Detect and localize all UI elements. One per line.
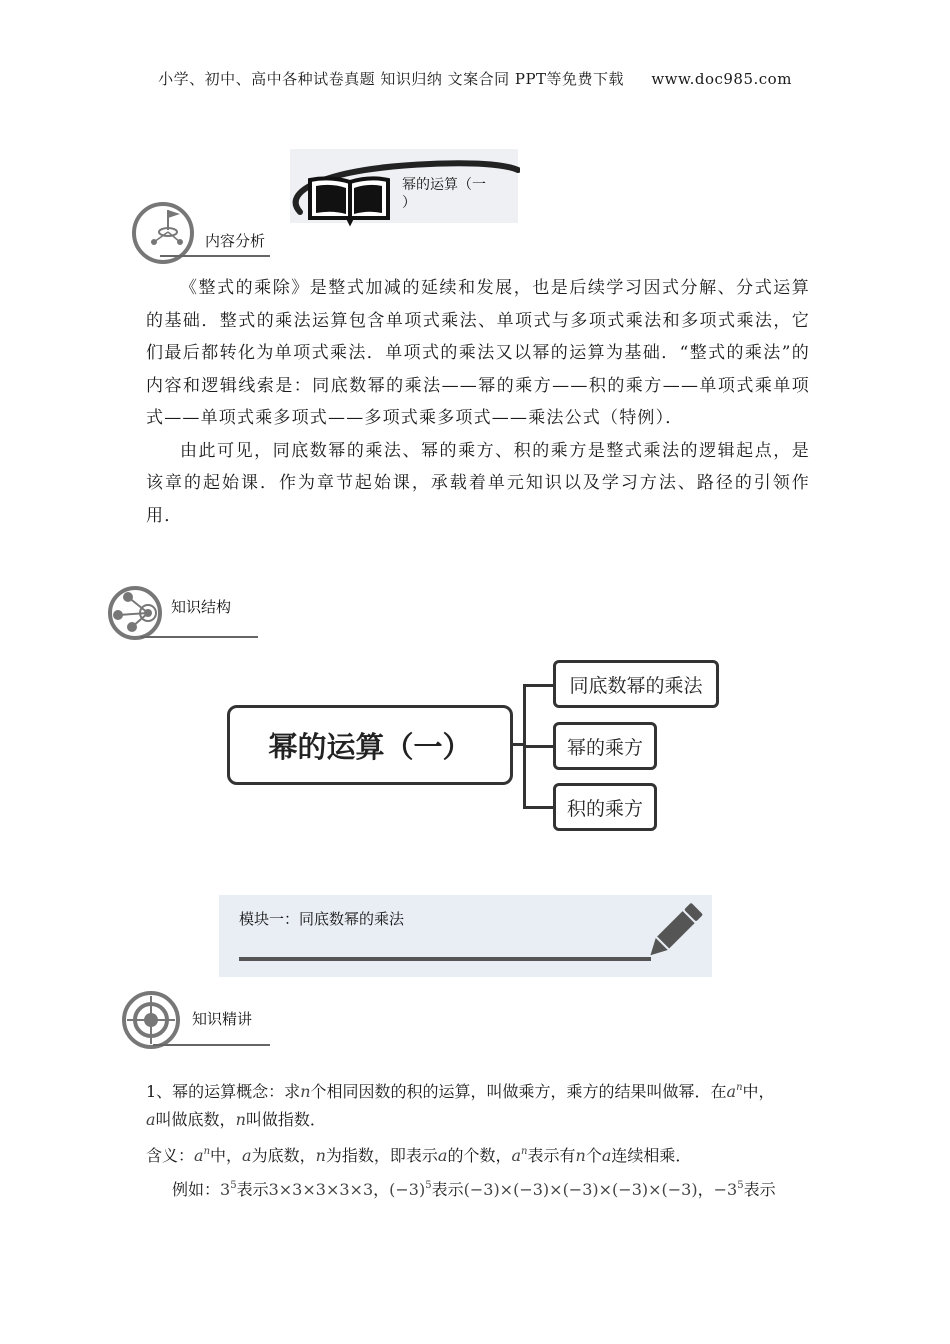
mindmap-node-same-base: 同底数幂的乘法: [553, 660, 719, 708]
section-title-content-analysis: 内容分析: [205, 232, 266, 250]
section-title-knowledge-lecture: 知识精讲: [192, 1010, 253, 1028]
math-n: n: [575, 1146, 586, 1165]
math-minus-3-power-5: $-3^5$: [713, 1180, 744, 1199]
math-neg-product: (−3)×(−3)×(−3)×(−3)×(−3): [463, 1180, 698, 1199]
module-title: 模块一：同底数幂的乘法: [239, 910, 405, 928]
target-icon: [121, 990, 183, 1050]
math-a-power-n: $a^n$: [726, 1082, 743, 1101]
math-a: a: [437, 1146, 448, 1165]
concept-line-4: 例如：$3^5$表示3×3×3×3×3，$(-3)^5$表示(−3)×(−3)×(−3)×(−3)×(−3)，$-3^5$表示: [172, 1180, 776, 1199]
header-url[interactable]: www.doc985.com: [651, 70, 792, 88]
concept-line-1: 1、幂的运算概念：求n个相同因数的积的运算，叫做乘方，乘方的结果叫做幂．在$a^n$中，: [146, 1082, 775, 1101]
math-n: n: [235, 1110, 246, 1129]
math-a: a: [601, 1146, 612, 1165]
section-underline: [140, 636, 258, 638]
mindmap-node-power-of-product: 积的乘方: [553, 783, 657, 831]
math-n: n: [300, 1082, 311, 1101]
module-underline: [239, 957, 651, 961]
concept-line-2: a叫做底数，n叫做指数．: [146, 1110, 326, 1129]
section-underline: [153, 1044, 270, 1046]
math-3-power-5: $3^5$: [220, 1180, 237, 1199]
header-text: 小学、初中、高中各种试卷真题 知识归纳 文案合同 PPT等免费下载: [158, 70, 625, 88]
page-title: 幂的运算（一 ）: [402, 177, 486, 211]
math-n: n: [315, 1146, 326, 1165]
math-a-power-n: $a^n$: [511, 1146, 528, 1165]
math-neg3-power-5: $(-3)^5$: [389, 1180, 432, 1199]
math-a: a: [146, 1110, 156, 1129]
analysis-paragraph-2: 由此可见，同底数幂的乘法、幂的乘方、积的乘方是整式乘法的逻辑起点，是该章的起始课．作为章节起始课，承载着单元知识以及学习方法、路径的引领作用．: [146, 440, 810, 526]
concept-line-3: 含义：$a^n$中，a为底数，n为指数，即表示a的个数，$a^n$表示有n个a连续相乘．: [146, 1146, 692, 1165]
math-product: 3×3×3×3×3: [268, 1180, 374, 1199]
math-a: a: [242, 1146, 252, 1165]
network-icon: [108, 585, 168, 641]
mindmap-connector: [523, 806, 555, 809]
math-a-power-n: $a^n$: [194, 1146, 211, 1165]
pencil-icon: [640, 900, 704, 966]
page-header: [0, 68, 950, 89]
section-underline: [160, 255, 270, 257]
mindmap-connector: [523, 684, 555, 687]
section-title-knowledge-structure: 知识结构: [171, 598, 232, 616]
mindmap-node-power-of-power: 幂的乘方: [553, 722, 657, 770]
analysis-paragraph-1: 《整式的乘除》是整式加减的延续和发展，也是后续学习因式分解、分式运算的基础．整式的乘法运算包含单项式乘法、单项式与多项式乘法和多项式乘法，它们最后都转化为单项式乘法．单项式的乘法又以幂的运算为基础．“整式的乘法”的内容和逻辑线索是：同底数幂的乘法——幂的乘方——积的乘方——单项式乘单项式——单项式乘多项式——多项式乘多项式——乘法公式（特例）．: [146, 278, 810, 428]
mindmap-connector: [523, 745, 555, 748]
analysis-text: [146, 272, 810, 532]
mindmap-root: 幂的运算（一）: [227, 705, 513, 785]
